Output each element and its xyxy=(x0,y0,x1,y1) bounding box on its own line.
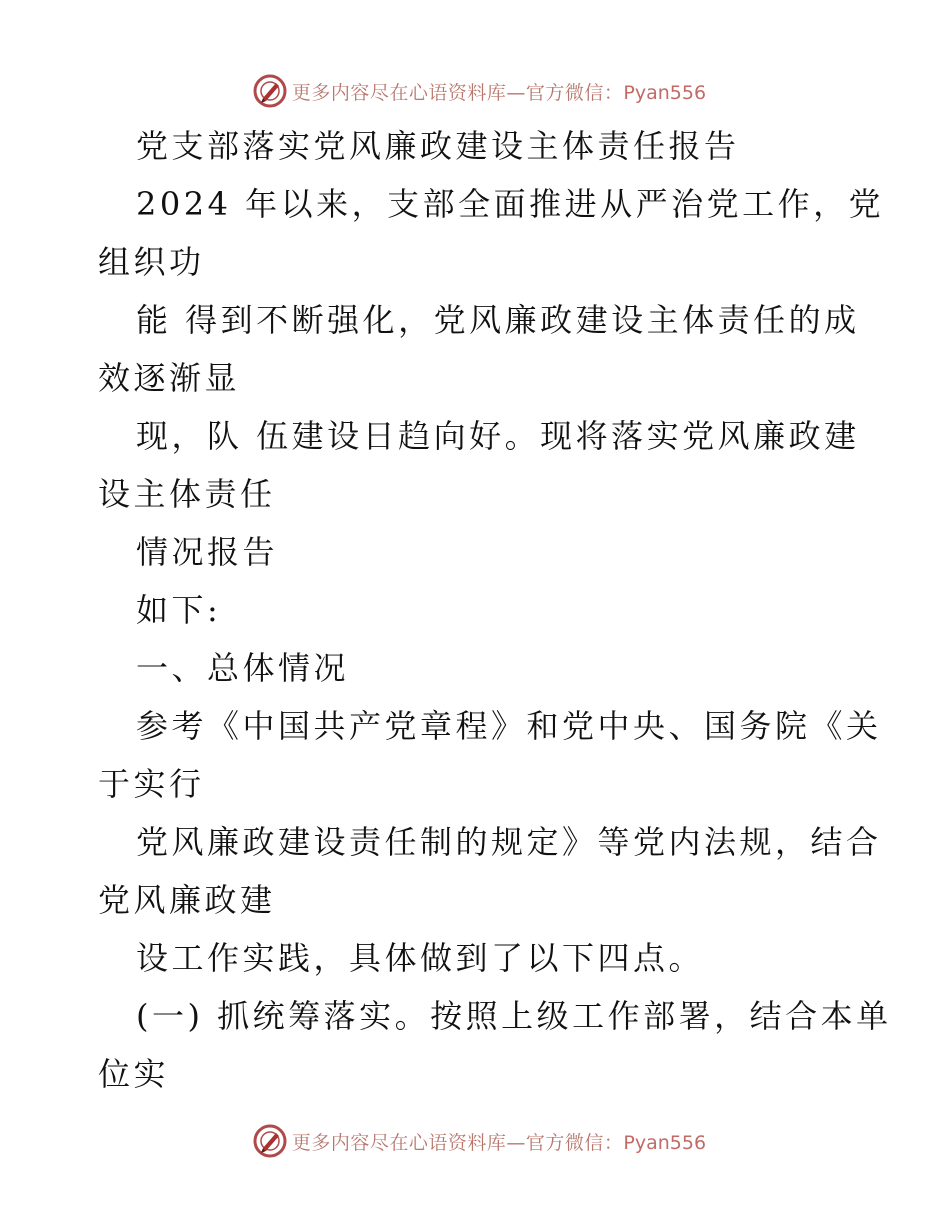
text-line: 于实行 xyxy=(98,765,205,803)
watermark-wechat-id: Pyan556 xyxy=(623,1131,707,1154)
watermark-message: 更多内容尽在心语资料库—官方微信： xyxy=(291,81,624,104)
pen-logo-icon xyxy=(252,1123,288,1159)
watermark-text xyxy=(292,1128,706,1155)
text-line: 党支部落实党风廉政建设主体责任报告 xyxy=(136,127,740,165)
watermark-group xyxy=(252,1123,706,1159)
text-line: 一、总体情况 xyxy=(136,649,350,687)
document-body xyxy=(98,117,892,1103)
text-line: 参考《中国共产党章程》和党中央、国务院《关 xyxy=(136,707,882,745)
text-line: 如下: xyxy=(136,591,222,629)
watermark-text xyxy=(292,78,706,105)
text-line: 组织功 xyxy=(98,243,205,281)
text-line: 情况报告 xyxy=(136,533,279,571)
text-line: 党风廉政建 xyxy=(98,881,276,919)
text-line: 设主体责任 xyxy=(98,475,276,513)
pen-logo-icon xyxy=(252,73,288,109)
text-line: 位实 xyxy=(98,1055,170,1093)
watermark-message: 更多内容尽在心语资料库—官方微信： xyxy=(291,1131,624,1154)
text-line: 2024 年以来，支部全面推进从严治党工作，党 xyxy=(136,185,885,223)
text-line: 现，队 伍建设日趋向好。现将落实党风廉政建 xyxy=(136,417,860,455)
footer-watermark xyxy=(0,1121,950,1161)
watermark-group xyxy=(252,73,706,109)
text-line: 效逐渐显 xyxy=(98,359,241,397)
watermark-wechat-id: Pyan556 xyxy=(623,81,707,104)
header-watermark xyxy=(0,71,950,111)
text-line: 能 得到不断强化，党风廉政建设主体责任的成 xyxy=(136,301,860,339)
text-line: 党风廉政建设责任制的规定》等党内法规，结合 xyxy=(136,823,882,861)
text-line: 设工作实践，具体做到了以下四点。 xyxy=(136,939,705,977)
text-line: (一) 抓统筹落实。按照上级工作部署，结合本单 xyxy=(136,997,892,1035)
